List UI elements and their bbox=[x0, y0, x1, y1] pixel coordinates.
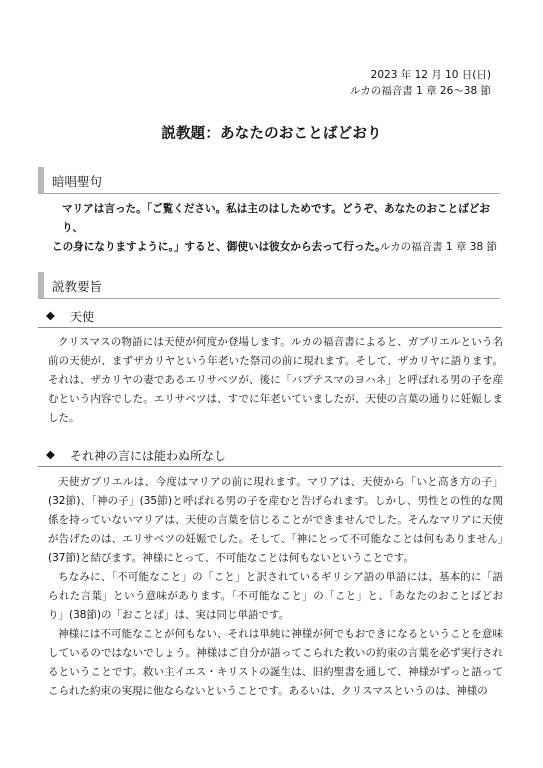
paragraph: ちなみに、「不可能なこと」の「こと」と訳されているギリシア語の単語には、基本的に「語られた言葉」という意味があります。「不可能なこと」の「こと」と、「あなたのおことばどおり」(38節)の「おことば」は、実は同じ単語です。 bbox=[48, 571, 503, 621]
verse-line-1: マリアは言った。「ご覧ください。私は主のはしためです。どうぞ、あなたのおことばどおり、 bbox=[62, 203, 490, 234]
subsection-heading-angel bbox=[38, 306, 502, 328]
subsection-title: それ神の言には能わぬ所なし bbox=[70, 449, 227, 463]
subsection-heading-nothing-impossible bbox=[38, 445, 502, 467]
summary-section-heading bbox=[38, 272, 500, 299]
diamond-bullet-icon: ◆ bbox=[46, 447, 55, 461]
verse-reference: ルカの福音書 1 章 38 節 bbox=[379, 241, 497, 253]
sermon-title: 説教題：あなたのおことばどおり bbox=[161, 126, 382, 142]
subsection-body-nothing-impossible bbox=[48, 473, 503, 701]
diamond-bullet-icon: ◆ bbox=[46, 308, 55, 322]
recitation-heading-label: 暗唱聖句 bbox=[52, 174, 103, 189]
paragraph: クリスマスの物語には天使が何度か登場します。ルカの福音書によると、ガブリエルという名前の天使が、まずザカリヤという年老いた祭司の前に現れます。そして、ザカリヤに語ります。それは、ザカリヤの妻であるエリサベツが、後に「バプテスマのヨハネ」と呼ばれる男の子を産むという内容でした。エリサベツは、すでに年老いていましたが、天使の言葉の通りに妊娠しました。 bbox=[48, 336, 503, 424]
scripture-range: ルカの福音書 1 章 26～38 節 bbox=[349, 85, 491, 97]
header-info bbox=[350, 67, 491, 99]
sermon-date: 2023 年 12 月 10 日(日) bbox=[370, 69, 491, 81]
subsection-title: 天使 bbox=[70, 310, 95, 324]
paragraph: 天使ガブリエルは、今度はマリアの前に現れます。マリアは、天使から「いと高き方の子」(32節)、「神の子」(35節)と呼ばれる男の子を産むと告げられます。しかし、男性との性的な関係を持っていないマリアは、天使の言葉を信じることができませんでした。そんなマリアに天使が告げたのは、エリサベツの妊娠でした。そして、「神にとって不可能なことは何もありません」(37節)と結びます。神様にとって、不可能なことは何もないということです。 bbox=[48, 476, 503, 564]
recitation-section-heading bbox=[38, 167, 500, 194]
subsection-body-angel bbox=[48, 333, 503, 428]
summary-heading-label: 説教要旨 bbox=[52, 279, 103, 294]
paragraph: 神様には不可能なことが何もない、それは単純に神様が何でもおできになるということを意味しているのではないでしょう。神様はご自分が語ってこられた救いの約束の言葉を必ず実行されるということです。救い主イエス・キリストの誕生は、旧約聖書を通して、神様がずっと語ってこられた約束の実現に他ならないということです。あるいは、クリスマスというのは、神様の bbox=[48, 628, 503, 697]
verse-line-2: この身になりますように。」すると、御使いは彼女から去って行った。 bbox=[52, 241, 386, 253]
